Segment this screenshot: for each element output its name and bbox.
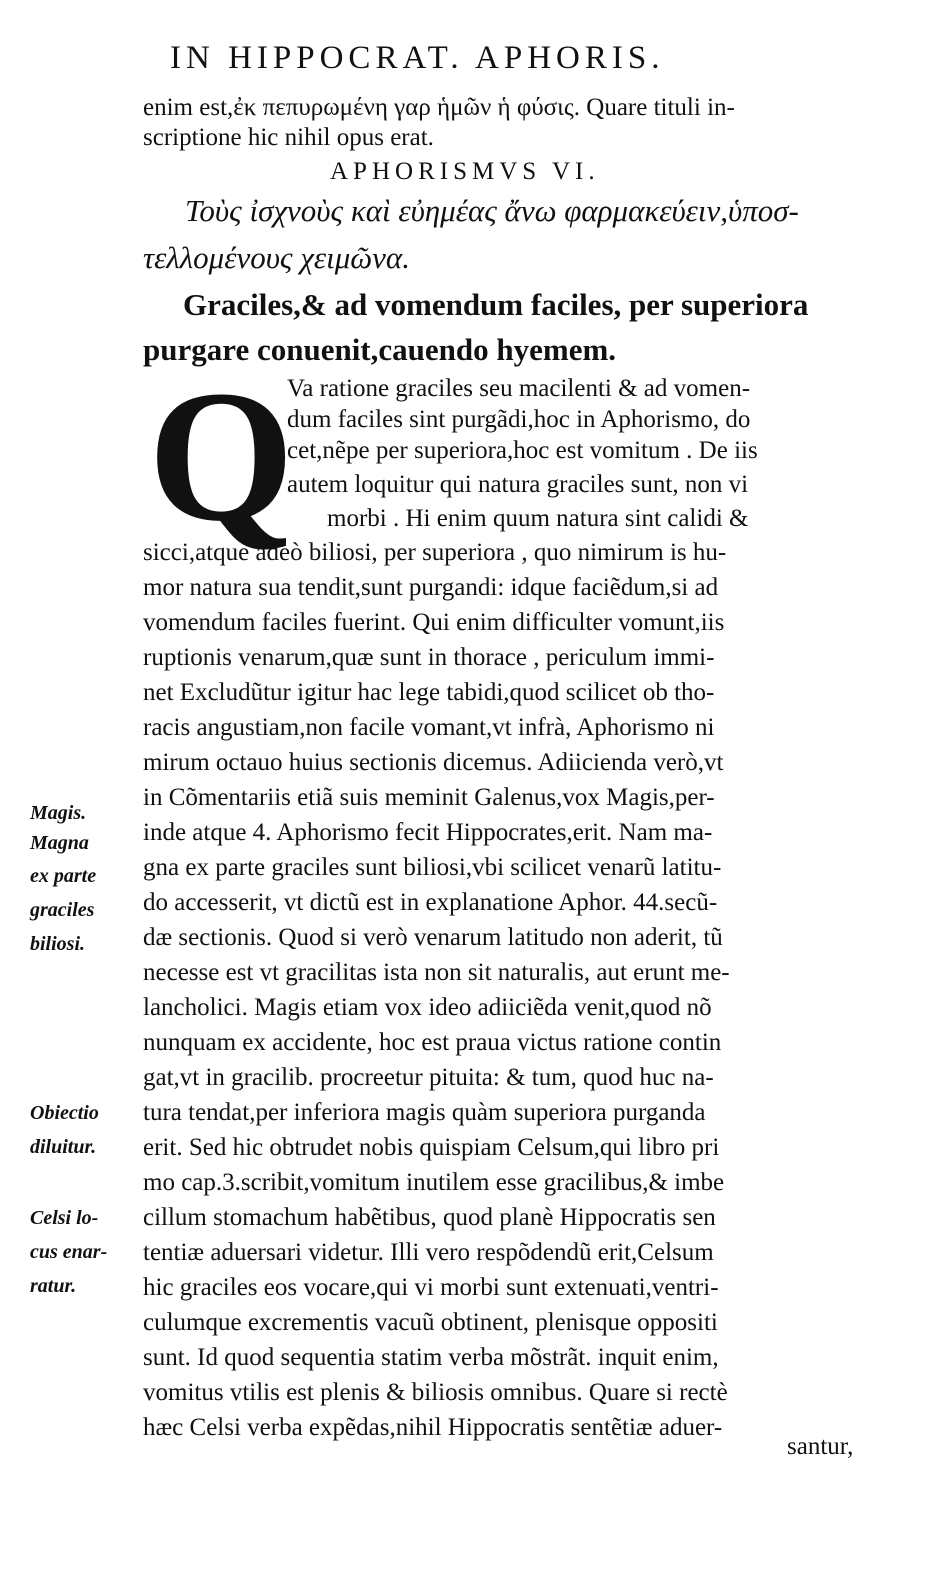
commentary-line: in Cõmentariis etiã suis meminit Galenus,vox Magis,per- <box>143 784 715 811</box>
commentary-line: hic graciles eos vocare,qui vi morbi sunt extenuati,ventri- <box>143 1274 719 1301</box>
commentary-line: culumque excrementis vacuũ obtinent, plenisque oppositi <box>143 1309 718 1336</box>
commentary-line: tura tendat,per inferiora magis quàm superiora purganda <box>143 1099 706 1126</box>
drop-cap-letter: Q <box>148 351 295 560</box>
margin-note-line: Celsi lo- <box>30 1207 99 1229</box>
commentary-line: morbi . Hi enim quum natura sint calidi & <box>327 505 749 532</box>
commentary-line: nunquam ex accidente, hoc est praua victus ratione contin <box>143 1029 722 1056</box>
commentary-line: vomitus vtilis est plenis & biliosis omnibus. Quare si rectè <box>143 1379 728 1406</box>
commentary-line: cillum stomachum habẽtibus, quod planè Hippocratis sen <box>143 1204 716 1231</box>
intro-line: scriptione hic nihil opus erat. <box>143 124 434 151</box>
commentary-line: Va ratione graciles seu macilenti & ad vomen- <box>287 375 751 402</box>
commentary-line: tentiæ aduersari videtur. Illi vero respõdendũ erit,Celsum <box>143 1239 714 1266</box>
commentary-line: sunt. Id quod sequentia statim verba mõstrãt. inquit enim, <box>143 1344 719 1371</box>
commentary-line: dæ sectionis. Quod si verò venarum latitudo non aderit, tũ <box>143 924 723 951</box>
margin-note-line: biliosi. <box>30 933 86 955</box>
greek-text-line: Τοὺς ἰσχνοὺς καὶ εὐημέας ἄνω φαρμακεύειν,ὑποσ- <box>185 193 799 228</box>
margin-note-line: Magis. <box>30 802 87 824</box>
commentary-line: mor natura sua tendit,sunt purgandi: idque faciẽdum,si ad <box>143 574 719 601</box>
commentary-line: mirum octauo huius sectionis dicemus. Adiicienda verò,vt <box>143 749 724 776</box>
commentary-line: ruptionis venarum,quæ sunt in thorace , periculum immi- <box>143 644 715 671</box>
commentary-line: lancholici. Magis etiam vox ideo adiiciẽda venit,quod nõ <box>143 994 712 1021</box>
margin-note-line: diluitur. <box>30 1136 97 1158</box>
commentary-line: net Excludũtur igitur hac lege tabidi,quod scilicet ob tho- <box>143 679 715 706</box>
commentary-line: vomendum faciles fuerint. Qui enim difficulter vomunt,iis <box>143 609 725 636</box>
margin-note-line: graciles <box>30 899 95 921</box>
greek-text-line: τελλομένους χειμῶνα. <box>143 240 410 275</box>
commentary-line: necesse est vt gracilitas ista non sit naturalis, aut erunt me- <box>143 959 730 986</box>
commentary-line: dum faciles sint purgãdi,hoc in Aphorismo, do <box>287 406 751 433</box>
commentary-line: inde atque 4. Aphorismo fecit Hippocrates,erit. Nam ma- <box>143 819 713 846</box>
commentary-line: erit. Sed hic obtrudet nobis quispiam Celsum,qui libro pri <box>143 1134 720 1161</box>
commentary-line: gna ex parte graciles sunt biliosi,vbi scilicet venarũ latitu- <box>143 854 722 881</box>
aphorism-title: APHORISMVS VI. <box>330 158 600 185</box>
catchword: santur, <box>787 1433 854 1460</box>
commentary-line: mo cap.3.scribit,vomitum inutilem esse gracilibus,& imbe <box>143 1169 725 1196</box>
margin-note-line: Magna <box>30 832 89 854</box>
commentary-line: do accesserit, vt dictũ est in explanatione Aphor. 44.secũ- <box>143 889 718 916</box>
commentary-line: racis angustiam,non facile vomant,vt infrà, Aphorismo ni <box>143 714 715 741</box>
running-head: IN HIPPOCRAT. APHORIS. <box>170 40 665 76</box>
commentary-line: hæc Celsi verba expẽdas,nihil Hippocratis sentẽtiæ aduer- <box>143 1414 723 1441</box>
commentary-line: cet,nẽpe per superiora,hoc est vomitum . De iis <box>287 437 758 464</box>
latin-lemma-line: Graciles,& ad vomendum faciles, per superiora <box>183 287 809 322</box>
margin-note-line: cus enar- <box>30 1241 108 1263</box>
margin-note-line: ex parte <box>30 865 97 887</box>
latin-lemma-line: purgare conuenit,cauendo hyemem. <box>143 332 617 367</box>
intro-line: enim est,ἐκ πεπυρωμένη γαρ ἡμῶν ἡ φύσις. Quare tituli in- <box>143 94 735 121</box>
margin-note-line: ratur. <box>30 1275 77 1297</box>
commentary-line: sicci,atque adeò biliosi, per superiora , quo nimirum is hu- <box>143 539 727 566</box>
margin-note-line: Obiectio <box>30 1102 99 1124</box>
commentary-line: autem loquitur qui natura graciles sunt, non vi <box>287 471 749 498</box>
commentary-line: gat,vt in gracilib. procreetur pituita: & tum, quod huc na- <box>143 1064 714 1091</box>
